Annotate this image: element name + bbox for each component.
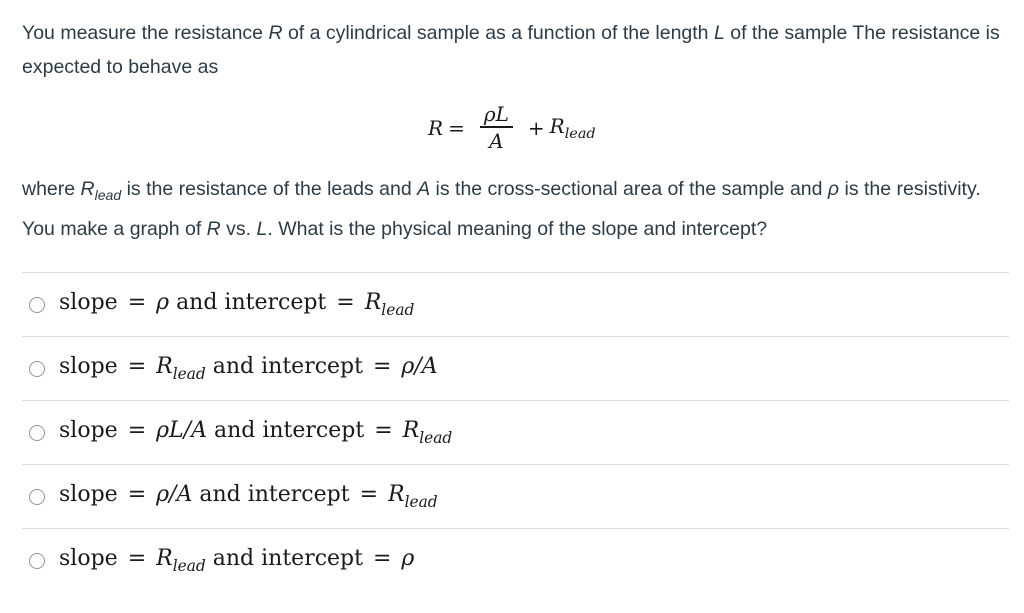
answer-list xyxy=(22,272,1009,592)
question-text xyxy=(22,16,1007,84)
and-intercept-text: and intercept xyxy=(176,290,327,316)
equals-sign: = xyxy=(372,354,392,380)
intercept-value: ρ xyxy=(401,546,415,572)
slope-value: ρL/A xyxy=(156,418,207,444)
question-text-part: is the cross-sectional area of the sample and xyxy=(430,178,828,200)
slope-word: slope xyxy=(59,418,118,444)
var-rho: ρ xyxy=(827,178,840,200)
radio-button[interactable] xyxy=(29,297,45,313)
and-intercept-text: and intercept xyxy=(212,354,363,380)
slope-subscript: lead xyxy=(172,364,206,383)
intercept-value: R xyxy=(402,418,420,444)
question-text-part: is the resistivity. You make a graph of xyxy=(22,178,981,240)
eq-plus: + xyxy=(527,116,545,140)
radio-button[interactable] xyxy=(29,489,45,505)
eq-r-lead xyxy=(550,114,596,142)
question-text-part: of a cylindrical sample as a function of the length xyxy=(282,22,714,44)
slope-word: slope xyxy=(59,546,118,572)
intercept-value: R xyxy=(364,290,382,316)
var-L: L xyxy=(713,22,725,44)
var-r-lead xyxy=(80,178,122,203)
var-R: R xyxy=(268,22,283,44)
answer-option-4[interactable] xyxy=(22,465,1009,529)
eq-fraction xyxy=(480,102,513,153)
eq-r-lead-base: R xyxy=(549,113,565,138)
slope-value: R xyxy=(156,354,173,380)
answer-option-3[interactable] xyxy=(22,401,1009,465)
and-intercept-text: and intercept xyxy=(212,546,363,572)
and-intercept-text: and intercept xyxy=(199,482,350,508)
eq-lhs: R xyxy=(428,116,444,140)
question-text-part: You measure the resistance xyxy=(22,22,269,44)
resistance-equation xyxy=(0,96,1024,160)
radio-button[interactable] xyxy=(29,425,45,441)
var-A: A xyxy=(417,178,431,200)
slope-word: slope xyxy=(59,482,118,508)
eq-r-lead-sub: lead xyxy=(564,126,596,143)
answer-label xyxy=(59,546,414,575)
answer-option-1[interactable] xyxy=(22,273,1009,337)
answer-label xyxy=(59,418,452,447)
equals-sign: = xyxy=(127,290,147,316)
equals-sign: = xyxy=(127,418,147,444)
equals-sign: = xyxy=(336,290,355,316)
question-text-part: vs. xyxy=(220,217,257,240)
and-intercept-text: and intercept xyxy=(213,418,365,444)
question-followup xyxy=(22,172,1007,246)
eq-denominator: A xyxy=(489,128,504,153)
radio-button[interactable] xyxy=(29,361,45,377)
slope-word: slope xyxy=(59,354,118,380)
equals-sign: = xyxy=(374,418,393,444)
slope-value: R xyxy=(156,546,173,572)
intercept-value: R xyxy=(388,482,405,508)
question-text-part: . What is the physical meaning of the slope and intercept? xyxy=(267,217,768,240)
intercept-subscript: lead xyxy=(381,300,415,319)
equals-sign: = xyxy=(372,546,392,572)
equals-sign: = xyxy=(127,354,147,380)
intercept-value: ρ/A xyxy=(401,354,438,380)
equals-sign: = xyxy=(127,482,147,508)
answer-option-2[interactable] xyxy=(22,337,1009,401)
var-r-lead-sub: lead xyxy=(94,186,122,203)
equals-sign: = xyxy=(359,482,379,508)
slope-value: ρ xyxy=(156,290,170,316)
radio-button[interactable] xyxy=(29,553,45,569)
eq-equals: = xyxy=(448,116,465,140)
slope-subscript: lead xyxy=(172,556,206,575)
slope-value: ρ/A xyxy=(156,482,193,508)
question-text-part: is the resistance of the leads and xyxy=(121,178,418,200)
question-text-part: of the sample The resistance is expected to behave as xyxy=(22,22,1000,78)
intercept-subscript: lead xyxy=(419,428,453,447)
answer-option-5[interactable] xyxy=(22,529,1009,592)
answer-label xyxy=(59,290,414,319)
intercept-subscript: lead xyxy=(404,492,438,511)
question-text-part: where xyxy=(22,178,81,200)
var-R: R xyxy=(206,217,221,240)
question-intro xyxy=(22,16,1007,84)
answer-label xyxy=(59,354,438,383)
equals-sign: = xyxy=(127,546,147,572)
var-r-lead-base: R xyxy=(80,178,95,200)
slope-word: slope xyxy=(59,290,118,316)
var-L: L xyxy=(256,217,268,240)
eq-numerator: ρL xyxy=(483,102,509,127)
answer-label xyxy=(59,482,438,511)
